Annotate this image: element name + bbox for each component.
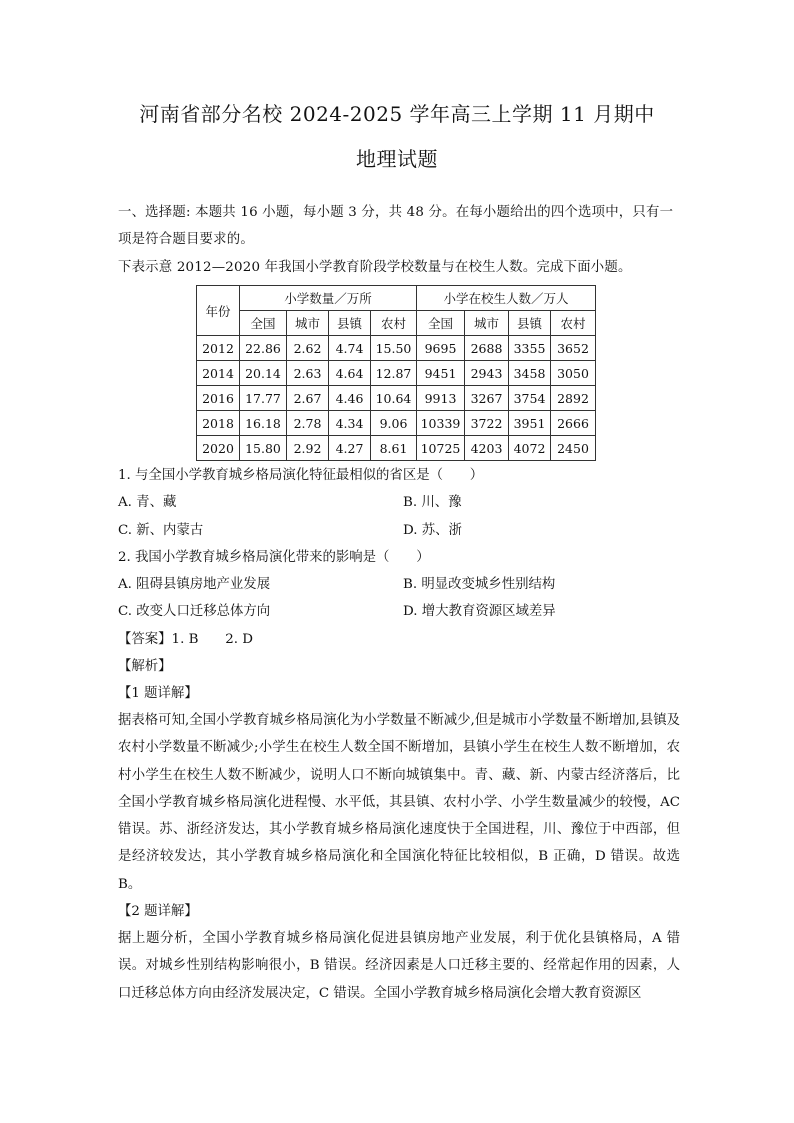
table-subheader: 全国 xyxy=(417,311,465,336)
table-cell: 2450 xyxy=(551,436,596,461)
table-header-group-students: 小学在校生人数／万人 xyxy=(417,286,596,311)
table-cell: 2666 xyxy=(551,411,596,436)
question-2-stem: 2. 我国小学教育城乡格局演化带来的影响是（ ） xyxy=(118,549,430,565)
detail-1-text: 据表格可知,全国小学教育城乡格局演化为小学数量不断减少,但是城市小学数量不断增加,县镇及农村小学数量不断减少;小学生在校生人数全国不断增加，县镇小学生在校生人数不断增加，农村小学生在校生人数不断减少，说明人口不断向城镇集中。青、藏、新、内蒙古经济落后，比全国小学教育城乡格局演化进程慢、水平低，其县镇、农村小学、小学生数量减少的较慢，AC 错误。苏、浙经济发达，其小学教育城乡格局演化速度快于全国进程，川、豫位于中西部，但是经济较发达，其小学教育城乡格局演化和全国演化特征比较相似，B 正确，D 错误。故选 B。 xyxy=(118,713,680,892)
question-1-options-row xyxy=(118,489,678,516)
option-c: C. 改变人口迁移总体方向 xyxy=(118,604,271,620)
section-intro: 一、选择题: 本题共 16 小题，每小题 3 分，共 48 分。在每小题给出的四个选项中，只有一项是符合题目要求的。 xyxy=(118,205,674,248)
table-cell: 2012 xyxy=(197,336,240,361)
table-cell: 9451 xyxy=(417,361,465,386)
table-cell: 2688 xyxy=(465,336,509,361)
table-cell: 3050 xyxy=(551,361,596,386)
data-table xyxy=(196,285,596,461)
table-row xyxy=(197,436,596,461)
table-cell: 2.78 xyxy=(287,411,329,436)
table-cell: 9913 xyxy=(417,386,465,411)
table-cell: 3754 xyxy=(509,386,551,411)
table-cell: 4.46 xyxy=(329,386,371,411)
option-d: D. 苏、浙 xyxy=(403,522,462,538)
table-cell: 2.67 xyxy=(287,386,329,411)
option-a: A. 青、藏 xyxy=(118,495,177,511)
table-header-group-schools: 小学数量／万所 xyxy=(240,286,417,311)
table-cell: 22.86 xyxy=(240,336,287,361)
table-cell: 3951 xyxy=(509,411,551,436)
table-cell: 2016 xyxy=(197,386,240,411)
table-cell: 10725 xyxy=(417,436,465,461)
table-cell: 2014 xyxy=(197,361,240,386)
option-b: B. 明显改变城乡性别结构 xyxy=(403,577,556,593)
question-1-options-row xyxy=(118,517,678,544)
table-cell: 4203 xyxy=(465,436,509,461)
table-cell: 15.80 xyxy=(240,436,287,461)
table-subheader: 城市 xyxy=(287,311,329,336)
table-row xyxy=(197,411,596,436)
table-subheader: 全国 xyxy=(240,311,287,336)
analysis-label: 【解析】 xyxy=(118,659,172,675)
table-subheader: 城市 xyxy=(465,311,509,336)
question-2-options-row xyxy=(118,598,678,625)
table-subheader: 农村 xyxy=(551,311,596,336)
table-subheader: 县镇 xyxy=(509,311,551,336)
table-header-year: 年份 xyxy=(197,286,240,336)
table-cell: 4072 xyxy=(509,436,551,461)
table-cell: 4.64 xyxy=(329,361,371,386)
question-block xyxy=(118,462,678,708)
table-cell: 2.63 xyxy=(287,361,329,386)
table-row xyxy=(197,386,596,411)
table-cell: 4.27 xyxy=(329,436,371,461)
option-b: B. 川、豫 xyxy=(403,495,462,511)
table-cell: 20.14 xyxy=(240,361,287,386)
table-cell: 16.18 xyxy=(240,411,287,436)
table-cell: 3722 xyxy=(465,411,509,436)
table-subheader: 农村 xyxy=(371,311,417,336)
table-cell: 2943 xyxy=(465,361,509,386)
table-cell: 4.34 xyxy=(329,411,371,436)
table-cell: 2020 xyxy=(197,436,240,461)
table-row xyxy=(197,361,596,386)
table-cell: 3652 xyxy=(551,336,596,361)
question-2-options-row xyxy=(118,571,678,598)
table-cell: 9.06 xyxy=(371,411,417,436)
table-cell: 2892 xyxy=(551,386,596,411)
table-row xyxy=(197,336,596,361)
detail-1-label: 【1 题详解】 xyxy=(118,686,198,702)
table-cell: 3355 xyxy=(509,336,551,361)
table-cell: 3458 xyxy=(509,361,551,386)
table-cell: 2018 xyxy=(197,411,240,436)
table-cell: 10.64 xyxy=(371,386,417,411)
option-d: D. 增大教育资源区域差异 xyxy=(403,604,556,620)
option-c: C. 新、内蒙古 xyxy=(118,522,204,538)
page-title: 河南省部分名校 2024-2025 学年高三上学期 11 月期中 xyxy=(139,102,655,126)
table-subheader-row xyxy=(197,311,596,336)
table-cell: 15.50 xyxy=(371,336,417,361)
table-intro: 下表示意 2012—2020 年我国小学教育阶段学校数量与在校生人数。完成下面小题。 xyxy=(118,260,632,275)
answer-line: 【答案】1. B 2. D xyxy=(118,631,253,647)
table-cell: 9695 xyxy=(417,336,465,361)
question-1-stem: 1. 与全国小学教育城乡格局演化特征最相似的省区是（ ） xyxy=(118,468,484,483)
table-header-row xyxy=(197,286,596,311)
page-subtitle: 地理试题 xyxy=(356,147,438,171)
table-cell: 17.77 xyxy=(240,386,287,411)
table-cell: 3267 xyxy=(465,386,509,411)
table-cell: 8.61 xyxy=(371,436,417,461)
detail-2-text: 据上题分析，全国小学教育城乡格局演化促进县镇房地产业发展，利于优化县镇格局，A 错误。对城乡性别结构影响很小，B 错误。经济因素是人口迁移主要的、经常起作用的因素，人口迁移总体方向由经济发展决定，C 错误。全国小学教育城乡格局演化会增大教育资源区 xyxy=(118,931,680,1001)
table-subheader: 县镇 xyxy=(329,311,371,336)
table-cell: 4.74 xyxy=(329,336,371,361)
detail-2-label: 【2 题详解】 xyxy=(118,904,198,919)
option-a: A. 阻碍县镇房地产业发展 xyxy=(118,577,271,593)
detail-2-header xyxy=(118,898,678,925)
table-cell: 2.92 xyxy=(287,436,329,461)
table-cell: 10339 xyxy=(417,411,465,436)
table-cell: 2.62 xyxy=(287,336,329,361)
table-cell: 12.87 xyxy=(371,361,417,386)
